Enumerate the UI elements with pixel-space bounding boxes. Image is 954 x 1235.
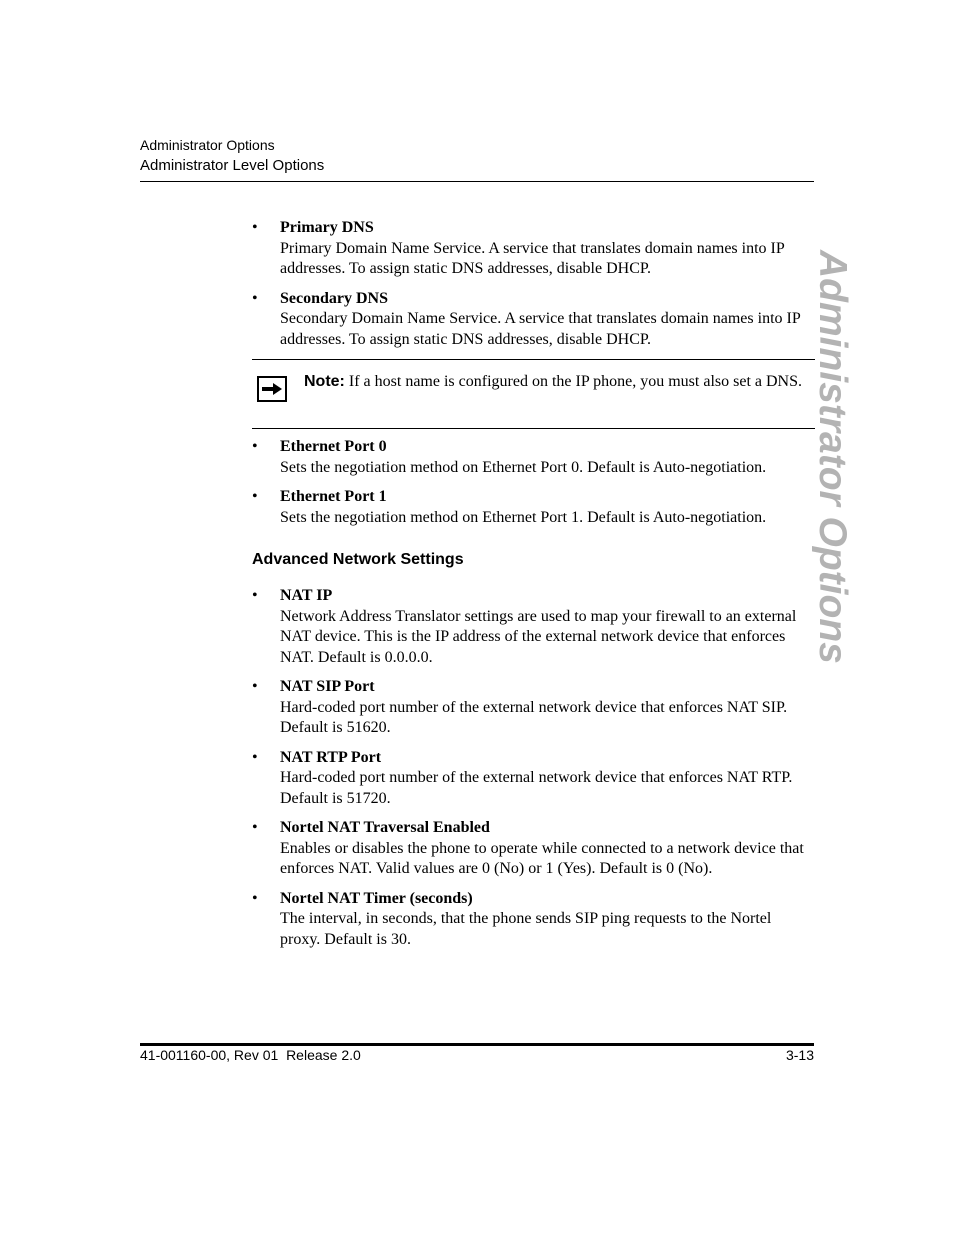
item-term: Ethernet Port 0 bbox=[280, 438, 387, 455]
bullet: • bbox=[252, 219, 258, 236]
bullet: • bbox=[252, 678, 258, 695]
note-box bbox=[252, 359, 815, 429]
list-item bbox=[252, 677, 815, 739]
item-term: Nortel NAT Traversal Enabled bbox=[280, 819, 490, 836]
item-description: Network Address Translator settings are used to map your firewall to an external NAT device. This is the IP address of the external network device that enforces NAT. Default is 0.0.0.0. bbox=[280, 607, 797, 666]
bullet: • bbox=[252, 889, 258, 907]
item-description: The interval, in seconds, that the phone sends SIP ping requests to the Nortel proxy. Default is 30. bbox=[280, 910, 772, 948]
bullet: • bbox=[252, 819, 258, 836]
list-item bbox=[252, 586, 815, 668]
header-rule bbox=[140, 181, 814, 182]
footer-page-number: 3-13 bbox=[785, 1047, 814, 1063]
list-item bbox=[252, 487, 815, 528]
note-body: If a host name is configured on the IP phone, you must also set a DNS. bbox=[348, 373, 802, 390]
dns-list bbox=[252, 218, 815, 350]
item-description: Enables or disables the phone to operate while connected to a network device that enforces NAT. Valid values are 0 (No) or 1 (Yes). Default is 0 (No). bbox=[280, 839, 804, 877]
item-description: Hard-coded port number of the external network device that enforces NAT SIP. Default is 51620. bbox=[280, 698, 788, 736]
item-term: NAT IP bbox=[280, 587, 333, 604]
list-item bbox=[252, 218, 815, 280]
item-description: Hard-coded port number of the external network device that enforces NAT RTP. Default is 51720. bbox=[280, 769, 793, 807]
footer-rule bbox=[140, 1043, 814, 1046]
running-header-section: Administrator Level Options bbox=[140, 157, 325, 174]
section-heading: Advanced Network Settings bbox=[252, 551, 464, 568]
footer-doc-id: 41-001160-00, Rev 01 Release 2.0 bbox=[140, 1047, 361, 1063]
item-term: Ethernet Port 1 bbox=[280, 488, 387, 505]
item-description: Sets the negotiation method on Ethernet Port 0. Default is Auto-negotiation. bbox=[280, 458, 767, 476]
list-item bbox=[252, 818, 815, 880]
item-description: Secondary Domain Name Service. A service that translates domain names into IP addresses. To assign static DNS addresses, disable DHCP. bbox=[280, 310, 801, 348]
bullet: • bbox=[252, 289, 258, 307]
bullet: • bbox=[252, 748, 258, 766]
item-description: Sets the negotiation method on Ethernet Port 1. Default is Auto-negotiation. bbox=[280, 508, 767, 526]
bullet: • bbox=[252, 438, 258, 455]
note-label: Note: bbox=[304, 373, 345, 390]
ethernet-list bbox=[252, 437, 815, 528]
list-item bbox=[252, 748, 815, 810]
arrow-right-icon bbox=[257, 376, 287, 402]
item-description: Primary Domain Name Service. A service that translates domain names into IP addresses. To assign static DNS addresses, disable DHCP. bbox=[280, 239, 785, 277]
bullet: • bbox=[252, 488, 258, 505]
list-item bbox=[252, 889, 815, 951]
list-item bbox=[252, 437, 815, 478]
advanced-settings-list bbox=[252, 586, 815, 950]
item-term: Secondary DNS bbox=[280, 289, 389, 307]
item-term: NAT RTP Port bbox=[280, 748, 382, 766]
running-header-chapter: Administrator Options bbox=[140, 137, 275, 153]
bullet: • bbox=[252, 587, 258, 604]
note-text bbox=[304, 372, 815, 393]
item-term: Nortel NAT Timer (seconds) bbox=[280, 889, 473, 907]
item-term: NAT SIP Port bbox=[280, 678, 375, 695]
list-item bbox=[252, 289, 815, 351]
item-term: Primary DNS bbox=[280, 219, 374, 236]
side-tab-title: Administrator Options bbox=[811, 250, 854, 664]
page-body bbox=[252, 218, 815, 959]
